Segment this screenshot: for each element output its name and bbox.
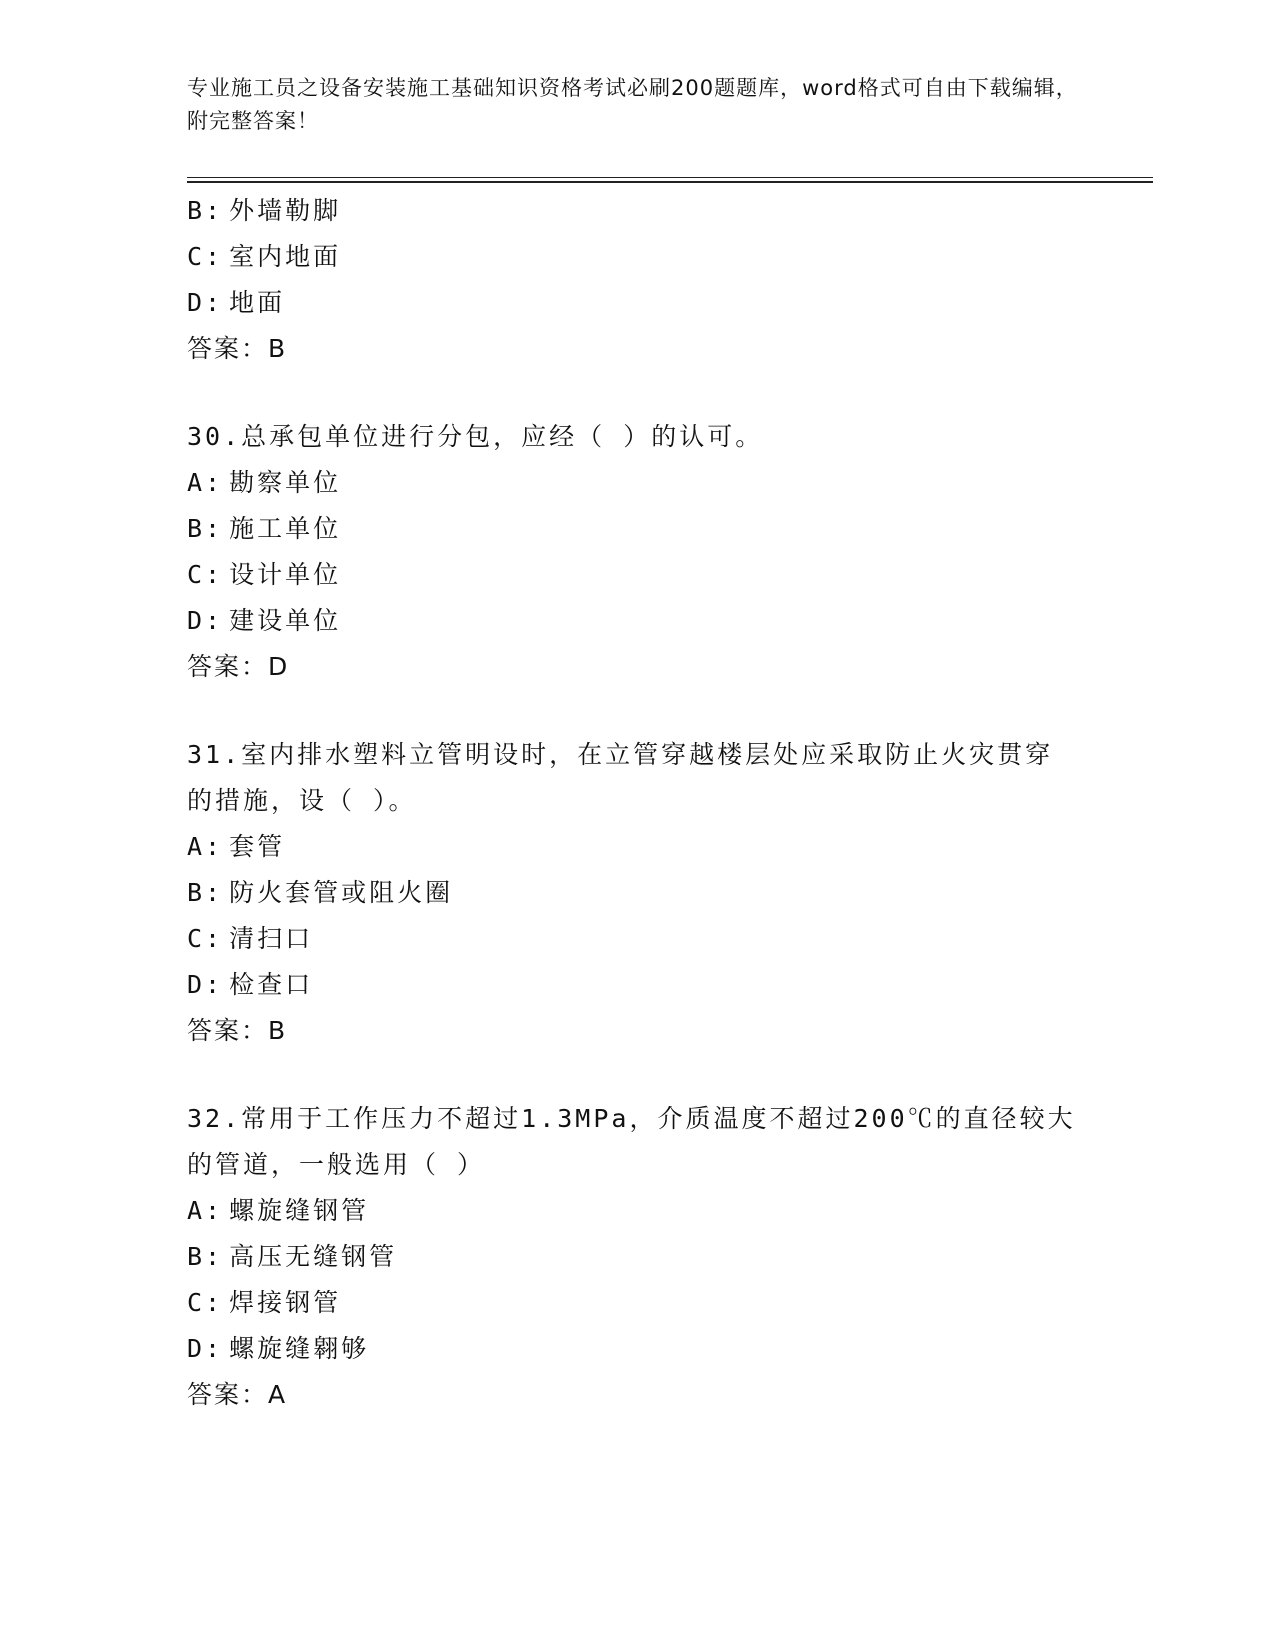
option-b bbox=[187, 870, 1087, 916]
option-c bbox=[187, 234, 1087, 280]
option-label: A: bbox=[187, 468, 224, 497]
question-list bbox=[187, 188, 1087, 1418]
option-text: 螺旋缝翱够 bbox=[229, 1334, 370, 1363]
option-text: 清扫口 bbox=[229, 924, 314, 953]
header-divider-thin bbox=[187, 177, 1153, 178]
option-a bbox=[187, 824, 1087, 870]
option-a bbox=[187, 460, 1087, 506]
document-header: 专业施工员之设备安装施工基础知识资格考试必刷200题题库，word格式可自由下载编辑，附完整答案！ bbox=[187, 76, 1078, 133]
answer-line: 答案：A bbox=[187, 1380, 288, 1409]
option-label: A: bbox=[187, 832, 224, 861]
option-label: C: bbox=[187, 924, 224, 953]
option-d bbox=[187, 280, 1087, 326]
option-text: 焊接钢管 bbox=[229, 1288, 342, 1317]
answer-line: 答案：B bbox=[187, 1016, 288, 1045]
option-label: B: bbox=[187, 514, 224, 543]
prev-question-block bbox=[187, 188, 1087, 372]
option-label: C: bbox=[187, 242, 224, 271]
option-label: D: bbox=[187, 1334, 224, 1363]
option-b bbox=[187, 1234, 1087, 1280]
option-text: 螺旋缝钢管 bbox=[229, 1196, 370, 1225]
question-32 bbox=[187, 1096, 1087, 1418]
option-label: B: bbox=[187, 196, 224, 225]
option-label: D: bbox=[187, 970, 224, 999]
option-d bbox=[187, 598, 1087, 644]
answer-line: 答案：D bbox=[187, 652, 290, 681]
question-text-line-1: 32.常用于工作压力不超过1.3MPa，介质温度不超过200℃的直径较大 bbox=[187, 1104, 1076, 1133]
option-text: 建设单位 bbox=[229, 606, 342, 635]
question-30 bbox=[187, 414, 1087, 690]
question-text-line-2: 的管道，一般选用（ ） bbox=[187, 1150, 486, 1179]
option-label: C: bbox=[187, 1288, 224, 1317]
option-text: 高压无缝钢管 bbox=[229, 1242, 398, 1271]
question-text-line-2: 的措施，设（ ）。 bbox=[187, 786, 417, 815]
option-b bbox=[187, 188, 1087, 234]
option-c bbox=[187, 552, 1087, 598]
option-label: D: bbox=[187, 606, 224, 635]
question-text: 30.总承包单位进行分包，应经（ ）的认可。 bbox=[187, 422, 764, 451]
option-text: 勘察单位 bbox=[229, 468, 342, 497]
option-a bbox=[187, 1188, 1087, 1234]
option-c bbox=[187, 1280, 1087, 1326]
header-divider-thick bbox=[187, 181, 1153, 183]
option-b bbox=[187, 506, 1087, 552]
option-text: 检查口 bbox=[229, 970, 314, 999]
question-text-line-1: 31.室内排水塑料立管明设时，在立管穿越楼层处应采取防止火灾贯穿 bbox=[187, 740, 1054, 769]
option-text: 外墙勒脚 bbox=[229, 196, 342, 225]
answer-line: 答案：B bbox=[187, 334, 288, 363]
option-text: 地面 bbox=[229, 288, 286, 317]
option-d bbox=[187, 962, 1087, 1008]
option-text: 室内地面 bbox=[229, 242, 342, 271]
option-text: 套管 bbox=[229, 832, 286, 861]
option-label: A: bbox=[187, 1196, 224, 1225]
option-text: 防火套管或阻火圈 bbox=[229, 878, 454, 907]
option-text: 施工单位 bbox=[229, 514, 342, 543]
option-text: 设计单位 bbox=[229, 560, 342, 589]
option-label: D: bbox=[187, 288, 224, 317]
option-label: B: bbox=[187, 878, 224, 907]
question-31 bbox=[187, 732, 1087, 1054]
option-label: C: bbox=[187, 560, 224, 589]
option-c bbox=[187, 916, 1087, 962]
option-d bbox=[187, 1326, 1087, 1372]
option-label: B: bbox=[187, 1242, 224, 1271]
